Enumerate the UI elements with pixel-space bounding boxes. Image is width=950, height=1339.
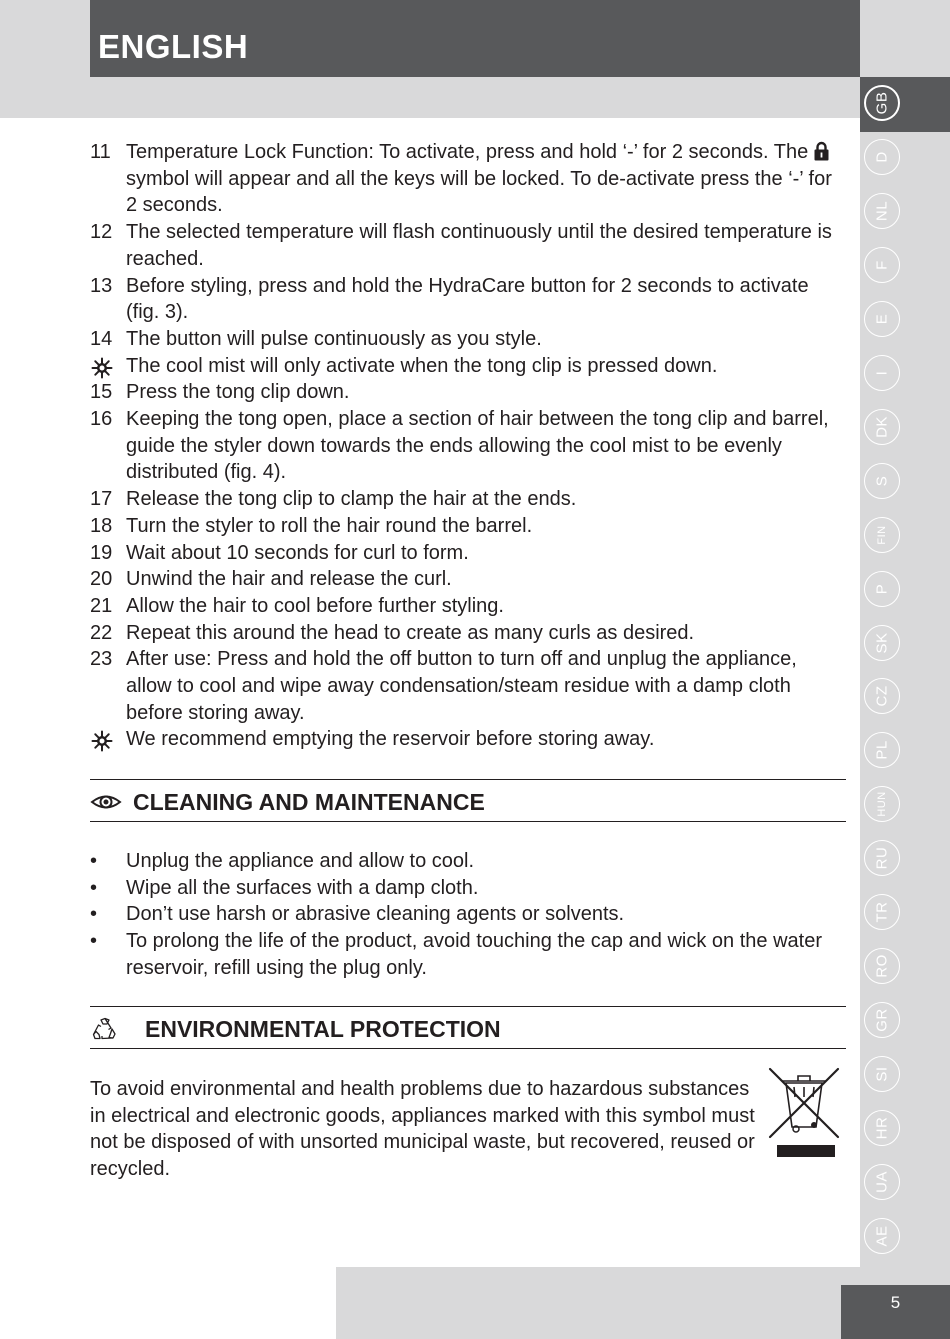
step-22 <box>90 620 845 647</box>
step-text: Repeat this around the head to create as many curls as desired. <box>126 621 695 644</box>
language-tab-label: DK <box>873 415 891 438</box>
language-tab-label: HUN <box>876 791 888 818</box>
language-tab-ae[interactable] <box>864 1218 900 1254</box>
tip-star-icon <box>91 357 113 379</box>
language-tab-label: GR <box>873 1008 891 1032</box>
step-number: 12 <box>90 221 113 244</box>
list-item <box>90 901 845 928</box>
step-number: 13 <box>90 274 113 297</box>
list-item <box>90 875 845 902</box>
tip-text: The cool mist will only activate when the tong clip is pressed down. <box>126 354 718 377</box>
step-number: 15 <box>90 381 113 404</box>
step-16 <box>90 406 845 486</box>
language-tab-label: CZ <box>873 685 891 707</box>
bullet: • <box>90 903 98 926</box>
step-text: Wait about 10 seconds for curl to form. <box>126 541 469 564</box>
step-number: 21 <box>90 594 113 617</box>
language-tab-dk[interactable] <box>864 409 900 445</box>
language-tab-s[interactable] <box>864 463 900 499</box>
language-tab-e[interactable] <box>864 301 900 337</box>
step-text: The selected temperature will flash continuously until the desired temperature is reached. <box>126 221 832 270</box>
step-19 <box>90 540 845 567</box>
language-tab-si[interactable] <box>864 1056 900 1092</box>
step-text: Keeping the tong open, place a section of hair between the tong clip and barrel, guide the styler down towards the ends allowing the cool mist to be evenly distributed (fig. 4). <box>126 408 829 484</box>
language-tab-label: TR <box>873 901 891 923</box>
tip-text: We recommend emptying the reservoir before storing away. <box>126 728 655 751</box>
step-number: 11 <box>90 141 111 163</box>
section-divider-top <box>90 1006 846 1007</box>
cleaning-heading-text: CLEANING AND MAINTENANCE <box>133 789 485 815</box>
language-tab-label: RO <box>873 954 891 978</box>
environment-text: To avoid environmental and health problems due to hazardous substances in electrical and electronic goods, appliances marked with this symbol must not be disposed of with unsorted municipal waste, but recovered, reused or recycled. <box>90 1078 755 1181</box>
step-text: Unwind the hair and release the curl. <box>126 568 452 591</box>
instruction-steps <box>90 139 845 753</box>
step-number: 14 <box>90 327 113 350</box>
language-tab-label: PL <box>873 740 891 761</box>
step-number: 20 <box>90 568 113 591</box>
language-tab-label: E <box>873 313 891 325</box>
page-number: 5 <box>890 1293 901 1312</box>
step-text-part1: Temperature Lock Function: To activate, press and hold ‘-’ for 2 seconds. The <box>126 141 809 163</box>
step-text: The button will pulse continuously as you style. <box>126 327 542 350</box>
step-11 <box>90 139 845 219</box>
bullet: • <box>90 850 98 872</box>
step-number: 22 <box>90 621 113 644</box>
step-number: 19 <box>90 541 113 564</box>
language-tab-fin[interactable] <box>864 517 900 553</box>
language-tab-label: GB <box>873 91 891 115</box>
language-tab-label: HR <box>873 1116 891 1140</box>
page-title: ENGLISH <box>98 28 249 65</box>
tip-cool-mist <box>90 353 845 380</box>
environment-heading <box>90 1016 501 1043</box>
step-text: After use: Press and hold the off button to turn off and unplug the appliance, allow to cool and wipe away condensation/steam residue with a damp cloth before storing away. <box>126 648 797 724</box>
language-tab-ua[interactable] <box>864 1164 900 1200</box>
language-tab-sk[interactable] <box>864 625 900 661</box>
language-tab-label: AE <box>873 1225 891 1247</box>
step-text: Before styling, press and hold the HydraCare button for 2 seconds to activate (fig. 3). <box>126 274 809 324</box>
step-text: Press the tong clip down. <box>126 381 350 404</box>
language-tab-label: F <box>873 260 891 270</box>
language-tab-i[interactable] <box>864 355 900 391</box>
lock-icon <box>814 141 829 161</box>
cleaning-list <box>90 848 845 982</box>
bullet: • <box>90 930 98 953</box>
environment-heading-text: ENVIRONMENTAL PROTECTION <box>145 1016 501 1042</box>
language-tab-label: D <box>873 151 891 163</box>
step-12 <box>90 219 845 272</box>
language-tab-hr[interactable] <box>864 1110 900 1146</box>
step-number: 16 <box>90 408 113 431</box>
section-divider-bottom <box>90 1048 846 1049</box>
step-21 <box>90 593 845 620</box>
eye-icon <box>90 793 122 811</box>
cleaning-heading <box>90 789 485 816</box>
language-tab-f[interactable] <box>864 247 900 283</box>
step-20 <box>90 566 845 593</box>
step-23 <box>90 646 845 726</box>
crossed-out-bin-icon <box>768 1067 840 1159</box>
language-tab-label: SI <box>873 1066 891 1082</box>
language-tab-d[interactable] <box>864 139 900 175</box>
step-text: Release the tong clip to clamp the hair at the ends. <box>126 488 577 511</box>
step-15 <box>90 379 845 406</box>
language-tab-ro[interactable] <box>864 948 900 984</box>
language-tab-tr[interactable] <box>864 894 900 930</box>
step-number: 18 <box>90 514 113 537</box>
language-tab-label: RU <box>873 846 891 870</box>
step-14 <box>90 326 845 353</box>
list-item-text: Don’t use harsh or abrasive cleaning agents or solvents. <box>126 903 625 926</box>
language-tab-p[interactable] <box>864 571 900 607</box>
tip-empty-reservoir <box>90 726 845 753</box>
step-text-part2: symbol will appear and all the keys will be locked. To de-activate press the ‘-’ for 2 seconds. <box>126 167 832 217</box>
list-item-text: Unplug the appliance and allow to cool. <box>126 850 475 872</box>
language-tab-label: SK <box>873 631 891 654</box>
step-text: Allow the hair to cool before further styling. <box>126 594 504 617</box>
language-tab-gb[interactable] <box>864 85 900 121</box>
language-tab-label: P <box>873 583 891 594</box>
page-number-box <box>841 1285 950 1339</box>
language-tab-gr[interactable] <box>864 1002 900 1038</box>
language-tab-nl[interactable] <box>864 193 900 229</box>
list-item <box>90 928 845 981</box>
step-13 <box>90 273 845 326</box>
tip-star-icon <box>91 730 113 752</box>
section-divider-top <box>90 779 846 780</box>
step-number: 17 <box>90 488 113 511</box>
language-tab-label: I <box>873 370 891 376</box>
recycle-icon <box>92 1017 118 1041</box>
language-tab-label: NL <box>873 200 891 221</box>
step-text: Turn the styler to roll the hair round the barrel. <box>126 514 533 537</box>
list-item <box>90 848 845 875</box>
bullet: • <box>90 876 98 899</box>
list-item-text: To prolong the life of the product, avoid touching the cap and wick on the water reservoir, refill using the plug only. <box>126 930 822 979</box>
language-tab-label: FIN <box>876 524 888 545</box>
list-item-text: Wipe all the surfaces with a damp cloth. <box>126 876 479 899</box>
language-tab-label: S <box>873 475 891 486</box>
step-number: 23 <box>90 648 113 671</box>
language-tab-label: UA <box>873 1171 891 1193</box>
step-17 <box>90 486 845 513</box>
section-divider-bottom <box>90 821 846 822</box>
step-18 <box>90 513 845 540</box>
